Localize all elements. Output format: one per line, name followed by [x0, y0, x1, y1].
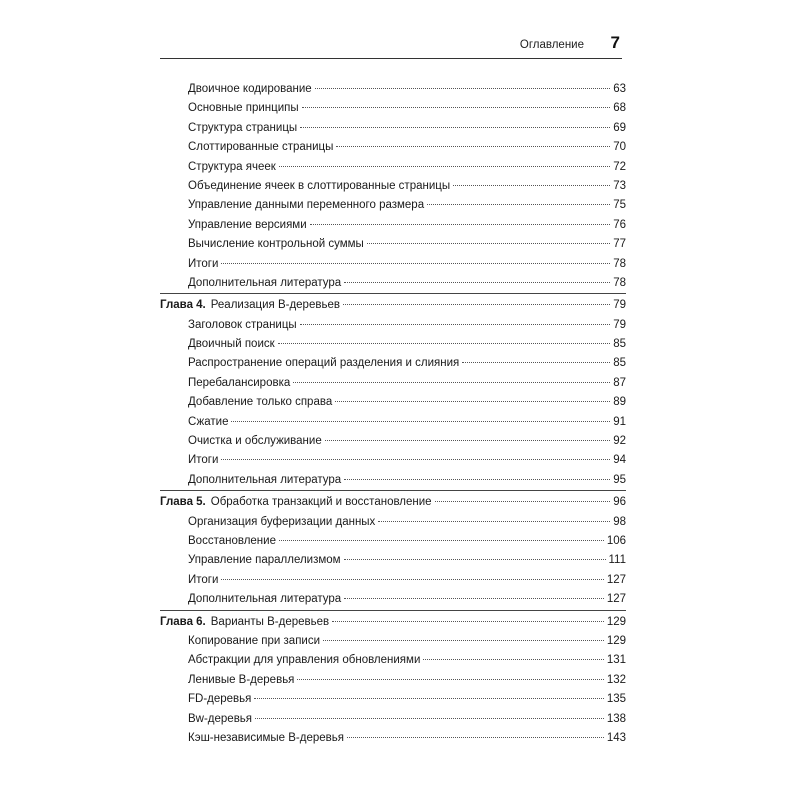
toc-entry-title: Основные принципы	[188, 102, 299, 115]
toc-entry-title: Двоичное кодирование	[188, 83, 312, 95]
dot-leader	[453, 185, 610, 186]
dot-leader	[325, 440, 610, 441]
toc-entry-page: 78	[613, 276, 626, 289]
toc-entry-title: Сжатие	[188, 415, 229, 428]
dot-leader	[378, 521, 610, 522]
toc-entry-title: Очистка и обслуживание	[188, 435, 322, 448]
toc-entry[interactable]	[160, 513, 626, 532]
toc-chapter-5	[160, 493, 626, 610]
toc-entry-title: Управление данными переменного размера	[188, 199, 425, 212]
toc-entry-title: Управление версиями	[188, 218, 307, 231]
toc-entry-page: 78	[613, 257, 626, 270]
toc-entry-page: 106	[606, 534, 626, 547]
toc-entry[interactable]	[160, 671, 626, 690]
toc-entry-page: 127	[606, 573, 626, 586]
dot-leader	[435, 501, 611, 502]
toc-chapter-4	[160, 296, 626, 491]
toc-entry-page: 89	[613, 396, 626, 409]
dot-leader	[323, 640, 604, 641]
toc-entry-title: Дополнительная литература	[188, 276, 342, 289]
toc-entry-title: Распространение операций разделения и слияния	[188, 357, 460, 370]
toc-entry-title: Управление параллелизмом	[188, 554, 341, 567]
toc-entry-page: 135	[606, 693, 626, 706]
toc-entry-page: 72	[613, 160, 626, 173]
dot-leader	[343, 304, 610, 305]
toc-entry-page: 63	[613, 83, 626, 95]
toc-entry-page: 95	[613, 473, 626, 486]
toc-entry-page: 138	[606, 712, 626, 725]
toc-entry[interactable]	[160, 335, 626, 354]
toc-entry-page: 76	[613, 218, 626, 231]
dot-leader	[310, 224, 611, 225]
toc-entry-page: 92	[613, 435, 626, 448]
toc-entry[interactable]	[160, 590, 626, 609]
toc-entry[interactable]	[160, 632, 626, 651]
toc-entry-title: Объединение ячеек в слоттированные страницы	[188, 179, 451, 192]
toc-entry-page: 69	[613, 121, 626, 134]
toc-entry[interactable]	[160, 138, 626, 157]
toc-entry[interactable]	[160, 710, 626, 729]
dot-leader	[279, 540, 604, 541]
toc-entry-page: 143	[606, 731, 626, 744]
toc-entry[interactable]	[160, 432, 626, 451]
toc-entry[interactable]	[160, 80, 626, 99]
toc-entry[interactable]	[160, 690, 626, 709]
dot-leader	[423, 659, 603, 660]
toc-entry[interactable]	[160, 532, 626, 551]
toc-entry-title: Bw-деревья	[188, 712, 253, 725]
toc-entry-page: 75	[613, 199, 626, 212]
toc-entry[interactable]	[160, 158, 626, 177]
dot-leader	[255, 718, 604, 719]
toc-entry-title: Слоттированные страницы	[188, 141, 334, 154]
dot-leader	[427, 204, 610, 205]
toc-entry-title: Организация буферизации данных	[188, 515, 376, 528]
dot-leader	[254, 698, 603, 699]
toc-entry-page: 111	[608, 554, 626, 567]
chapter-label: Глава 5.	[160, 496, 206, 509]
dot-leader	[300, 324, 611, 325]
chapter-title: Обработка транзакций и восстановление	[210, 496, 432, 509]
toc-entry-page: 127	[606, 593, 626, 606]
dot-leader	[335, 401, 610, 402]
toc-entry[interactable]	[160, 216, 626, 235]
toc-entry-page: 94	[613, 454, 626, 467]
dot-leader	[221, 459, 610, 460]
toc-entry[interactable]	[160, 451, 626, 470]
toc-entry-title: Дополнительная литература	[188, 473, 342, 486]
toc-entry-title: Итоги	[188, 454, 219, 467]
toc-entry-page: 131	[606, 654, 626, 667]
dot-leader	[279, 166, 610, 167]
toc-entry-page: 70	[613, 141, 626, 154]
toc-entry-title: Кэш-независимые B-деревья	[188, 731, 344, 744]
toc-entry-title: Перебалансировка	[188, 376, 291, 389]
dot-leader	[221, 263, 610, 264]
toc-entry-page: 73	[613, 179, 626, 192]
toc-entry[interactable]	[160, 119, 626, 138]
toc-entry-title: Копирование при записи	[188, 634, 321, 647]
running-header-title: Оглавление	[519, 39, 584, 51]
dot-leader	[278, 343, 611, 344]
toc-entry[interactable]	[160, 235, 626, 254]
toc-entry-page: 129	[606, 634, 626, 647]
toc-entry-title: Итоги	[188, 573, 219, 586]
toc-entry[interactable]	[160, 413, 626, 432]
chapter-page: 79	[613, 299, 626, 312]
toc-entry-title: Двоичный поиск	[188, 338, 275, 351]
page-number: 7	[610, 33, 620, 52]
toc-entry[interactable]	[160, 651, 626, 670]
toc-entry-title: Итоги	[188, 257, 219, 270]
dot-leader	[315, 88, 611, 89]
chapter-page: 96	[613, 496, 626, 509]
toc-entry-title: Вычисление контрольной суммы	[188, 238, 364, 251]
toc-entry-title: Абстракции для управления обновлениями	[188, 654, 421, 667]
toc-entry-page: 77	[613, 238, 626, 251]
toc-entry-page: 91	[613, 415, 626, 428]
page-header	[160, 33, 622, 59]
toc-section-continued	[160, 80, 626, 294]
dot-leader	[344, 559, 606, 560]
dot-leader	[344, 479, 610, 480]
toc-entry-title: Ленивые B-деревья	[188, 673, 295, 686]
toc-entry[interactable]	[160, 374, 626, 393]
toc-entry[interactable]	[160, 177, 626, 196]
chapter-label: Глава 6.	[160, 615, 206, 628]
dot-leader	[332, 621, 604, 622]
dot-leader	[293, 382, 610, 383]
toc-entry[interactable]	[160, 393, 626, 412]
dot-leader	[347, 737, 604, 738]
chapter-title: Реализация B-деревьев	[210, 299, 340, 312]
dot-leader	[297, 679, 603, 680]
dot-leader	[344, 282, 610, 283]
chapter-heading[interactable]	[160, 613, 626, 632]
toc-entry[interactable]	[160, 471, 626, 490]
table-of-contents	[160, 80, 626, 750]
toc-entry[interactable]	[160, 196, 626, 215]
toc-entry-title: Структура ячеек	[188, 160, 276, 173]
chapter-page: 129	[606, 615, 626, 628]
toc-entry-title: Добавление только справа	[188, 396, 333, 409]
toc-entry-page: 85	[613, 357, 626, 370]
toc-entry[interactable]	[160, 571, 626, 590]
chapter-heading[interactable]	[160, 296, 626, 315]
toc-entry-page: 132	[606, 673, 626, 686]
toc-entry[interactable]	[160, 551, 626, 570]
chapter-title: Варианты B-деревьев	[210, 615, 330, 628]
dot-leader	[300, 127, 610, 128]
chapter-label: Глава 4.	[160, 299, 206, 312]
toc-entry[interactable]	[160, 99, 626, 118]
toc-entry-page: 79	[613, 318, 626, 331]
toc-entry[interactable]	[160, 316, 626, 335]
toc-entry-page: 68	[613, 102, 626, 115]
toc-entry[interactable]	[160, 255, 626, 274]
dot-leader	[344, 598, 604, 599]
dot-leader	[367, 243, 610, 244]
toc-entry-title: Восстановление	[188, 534, 276, 547]
toc-entry[interactable]	[160, 274, 626, 293]
dot-leader	[302, 107, 611, 108]
dot-leader	[221, 579, 603, 580]
toc-entry-page: 87	[613, 376, 626, 389]
chapter-heading[interactable]	[160, 493, 626, 512]
toc-entry[interactable]	[160, 354, 626, 373]
dot-leader	[336, 146, 610, 147]
toc-entry-title: Структура страницы	[188, 121, 298, 134]
dot-leader	[462, 362, 610, 363]
toc-entry-page: 85	[613, 338, 626, 351]
toc-entry[interactable]	[160, 729, 626, 748]
toc-entry-title: Заголовок страницы	[188, 318, 297, 331]
toc-entry-title: Дополнительная литература	[188, 593, 342, 606]
toc-entry-page: 98	[613, 515, 626, 528]
toc-entry-title: FD-деревья	[188, 693, 252, 706]
dot-leader	[231, 421, 610, 422]
toc-chapter-6	[160, 613, 626, 749]
